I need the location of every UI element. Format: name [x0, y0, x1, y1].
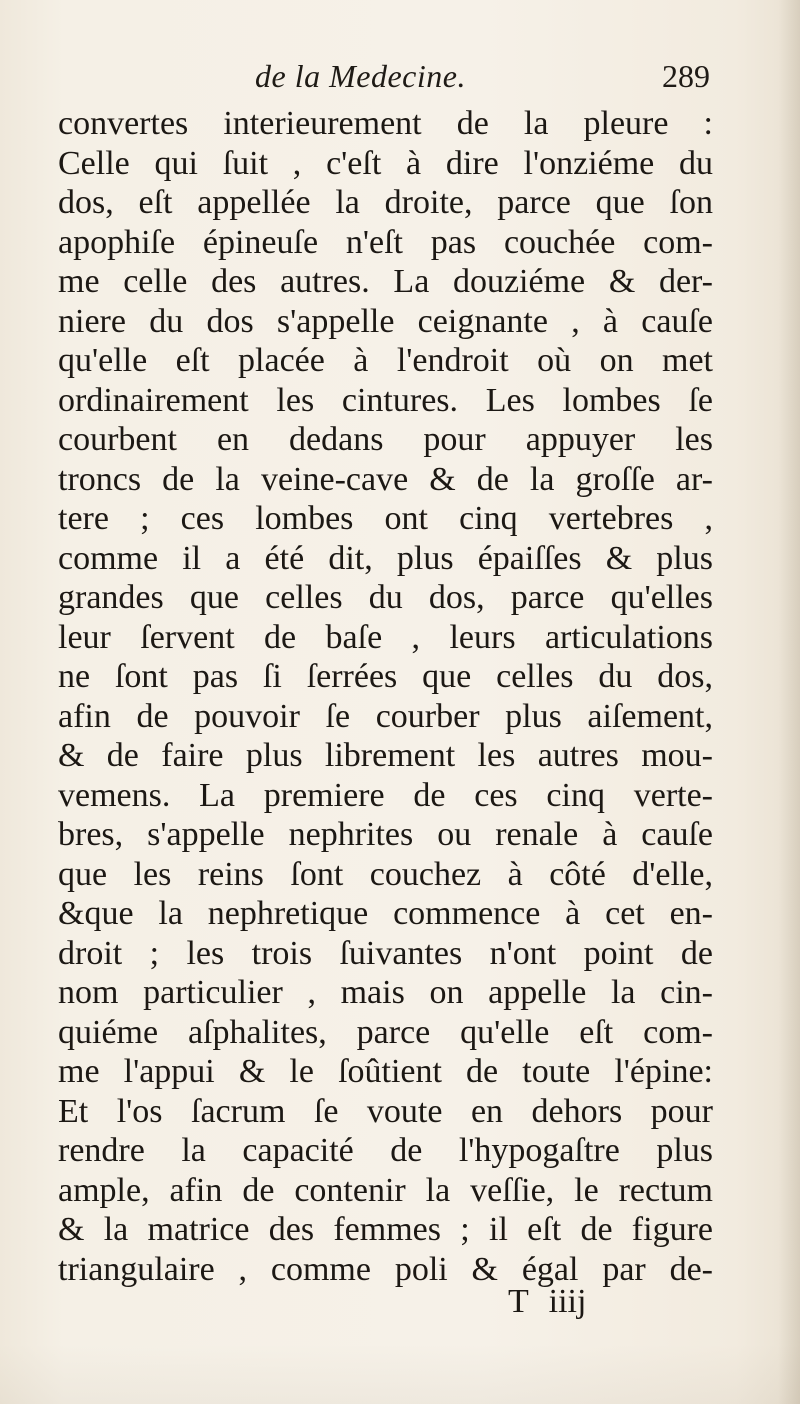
text-line: niere du dos s'appelle ceignante , à cauſe: [58, 302, 713, 340]
text-line: courbent en dedans pour appuyer les: [58, 421, 713, 458]
text-line: rendre la capacité de l'hypogaſtre plus: [58, 1132, 713, 1169]
text-line: nom particulier , mais on appelle la cin-: [58, 974, 713, 1011]
body-text: [58, 104, 713, 1289]
text-line: grandes que celles du dos, parce qu'elles: [58, 579, 713, 616]
text-line: ample, afin de contenir la veſſie, le rectum: [58, 1171, 713, 1209]
text-line: vemens. La premiere de ces cinq verte-: [58, 776, 713, 814]
running-head-title: de la Medecine.: [255, 58, 466, 94]
text-line: apophiſe épineuſe n'eſt pas couchée com-: [58, 223, 713, 261]
page-number: 289: [662, 58, 710, 94]
text-line: afin de pouvoir ſe courber plus aiſement,: [58, 697, 713, 735]
text-line: & de faire plus librement les autres mou-: [58, 737, 713, 774]
text-line: troncs de la veine-cave & de la groſſe ar-: [58, 460, 713, 498]
text-line: bres, s'appelle nephrites ou renale à cauſe: [58, 816, 713, 853]
page-bottom-shade: [0, 1344, 800, 1404]
text-line: ne ſont pas ſi ſerrées que celles du dos,: [58, 658, 713, 695]
text-line: me celle des autres. La douziéme & der-: [58, 263, 713, 300]
text-line: droit ; les trois ſuivantes n'ont point de: [58, 934, 713, 972]
text-line: Et l'os ſacrum ſe voute en dehors pour: [58, 1092, 713, 1130]
text-line: me l'appui & le ſoûtient de toute l'épine:: [58, 1053, 713, 1090]
running-head: [60, 58, 710, 98]
text-line: qu'elle eſt placée à l'endroit où on met: [58, 342, 713, 379]
text-line: convertes interieurement de la pleure :: [58, 105, 713, 142]
text-line: leur ſervent de baſe , leurs articulations: [58, 618, 713, 656]
text-line: dos, eſt appellée la droite, parce que ſon: [58, 184, 713, 221]
text-line: triangulaire , comme poli & égal par de-: [58, 1250, 713, 1288]
text-line: quiéme aſphalites, parce qu'elle eſt com-: [58, 1013, 713, 1051]
signature-mark: T iiij: [508, 1283, 587, 1320]
text-line: tere ; ces lombes ont cinq vertebres ,: [58, 500, 713, 537]
text-line: que les reins ſont couchez à côté d'elle,: [58, 855, 713, 893]
text-line: Celle qui ſuit , c'eſt à dire l'onziéme du: [58, 144, 713, 182]
text-line: & la matrice des femmes ; il eſt de figure: [58, 1211, 713, 1248]
text-line: ordinairement les cintures. Les lombes ſe: [58, 381, 713, 419]
text-line: &que la nephretique commence à cet en-: [58, 895, 713, 932]
text-line: comme il a été dit, plus épaiſſes & plus: [58, 539, 713, 577]
page-edge-shadow: [778, 0, 800, 1404]
